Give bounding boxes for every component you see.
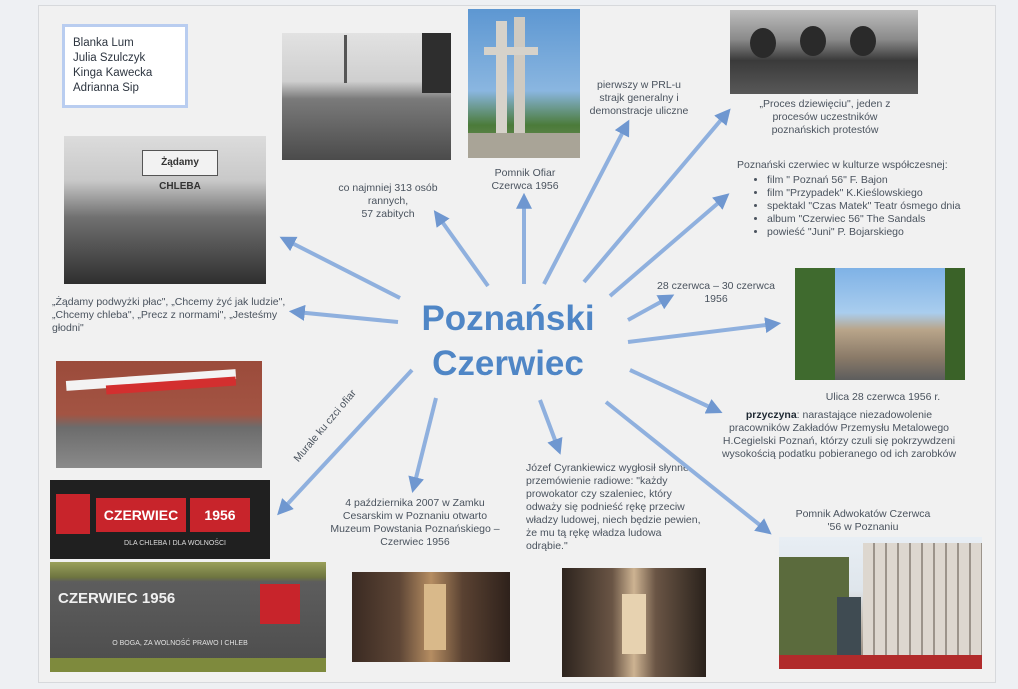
slogans-text: „Żądamy podwyżki płac", „Chcemy żyć jak ludzie", „Chcemy chleba", „Precz z normami", „Jesteśmy głodni" (52, 296, 286, 334)
trial-caption: „Proces dziewięciu", jeden z procesów uczestników poznańskich protestów (759, 98, 891, 136)
title-line: Czerwiec (432, 344, 584, 383)
arrow (544, 126, 626, 284)
arrow (630, 370, 716, 410)
arrow (282, 370, 412, 510)
arrow (414, 398, 436, 486)
arrow (296, 312, 398, 322)
cyrankiewicz-text: Józef Cyrankiewicz wygłosił słynne przemówienie radiowe: "każdy prowokator czy szaleniec, który odważy się podnieść rękę przeciw władzy ludowej, niech będzie pewien, że mu tą rękę władza ludowa odrąbie." (526, 462, 701, 552)
culture-item: • film "Przypadek" K.Kieślowskiego (767, 187, 973, 200)
mural-text: CZERWIEC 1956 (58, 590, 176, 607)
mural-text: CZERWIEC (96, 498, 186, 532)
title-line: Poznański (421, 299, 595, 338)
first-strike-text: pierwszy w PRL-u strajk generalny i demonstracje uliczne (589, 79, 689, 117)
culture-heading: Poznański czerwiec w kulturze współczesnej: (737, 159, 948, 171)
mural-subtitle: DLA CHLEBA I DLA WOLNOŚCI (124, 540, 226, 547)
culture-item: • spektakl "Czas Matek" Teatr ósmego dnia (767, 200, 973, 213)
injured-text: co najmniej 313 osób rannych, 57 zabitych (338, 182, 438, 220)
dates-text: 28 czerwca – 30 czerwca 1956 (657, 280, 775, 305)
author-name: Kinga Kawecka (73, 67, 153, 79)
arrow (286, 240, 400, 298)
author-name: Julia Szulczyk (73, 52, 146, 64)
author-name: Adrianna Sip (73, 82, 139, 94)
arrow (540, 400, 558, 448)
museum-text: 4 października 2007 w Zamku Cesarskim w Poznaniu otwarto Muzeum Powstania Poznańskiego – Czerwiec 1956 (330, 497, 500, 548)
arrow (628, 298, 668, 320)
cause-description: : narastające niezadowolenie pracowników Zakładów Przemysłu Metalowego H.Cegielski Poznań, którzy czuli się pokrzywdzeni wysokością podatku pobieranego od ich zarobków (721, 409, 957, 460)
monument-victims-caption: Pomnik Ofiar Czerwca 1956 (491, 167, 559, 192)
arrow (628, 324, 774, 342)
cause-label: przyczyna (745, 409, 797, 421)
arrow (610, 198, 724, 296)
culture-item: • album "Czerwiec 56" The Sandals (767, 213, 973, 226)
author-name: Blanka Lum (73, 37, 134, 49)
protest-sign: Żądamy CHLEBA (142, 150, 218, 176)
mural-subtitle: O BOGA, ZA WOLNOŚĆ PRAWO I CHLEB (112, 640, 248, 647)
monument-lawyers-caption: Pomnik Adwokatów Czerwca '56 w Poznaniu (795, 508, 931, 533)
street-caption: Ulica 28 czerwca 1956 r. (825, 391, 941, 403)
murals-label: Murale ku czci ofiar (291, 387, 359, 465)
culture-item: • film " Poznań 56" F. Bajon (767, 174, 973, 187)
culture-item: • powieść "Juni" P. Bojarskiego (767, 226, 973, 239)
arrow (438, 216, 488, 286)
arrow (606, 402, 766, 530)
mural-year: 1956 (190, 498, 250, 532)
